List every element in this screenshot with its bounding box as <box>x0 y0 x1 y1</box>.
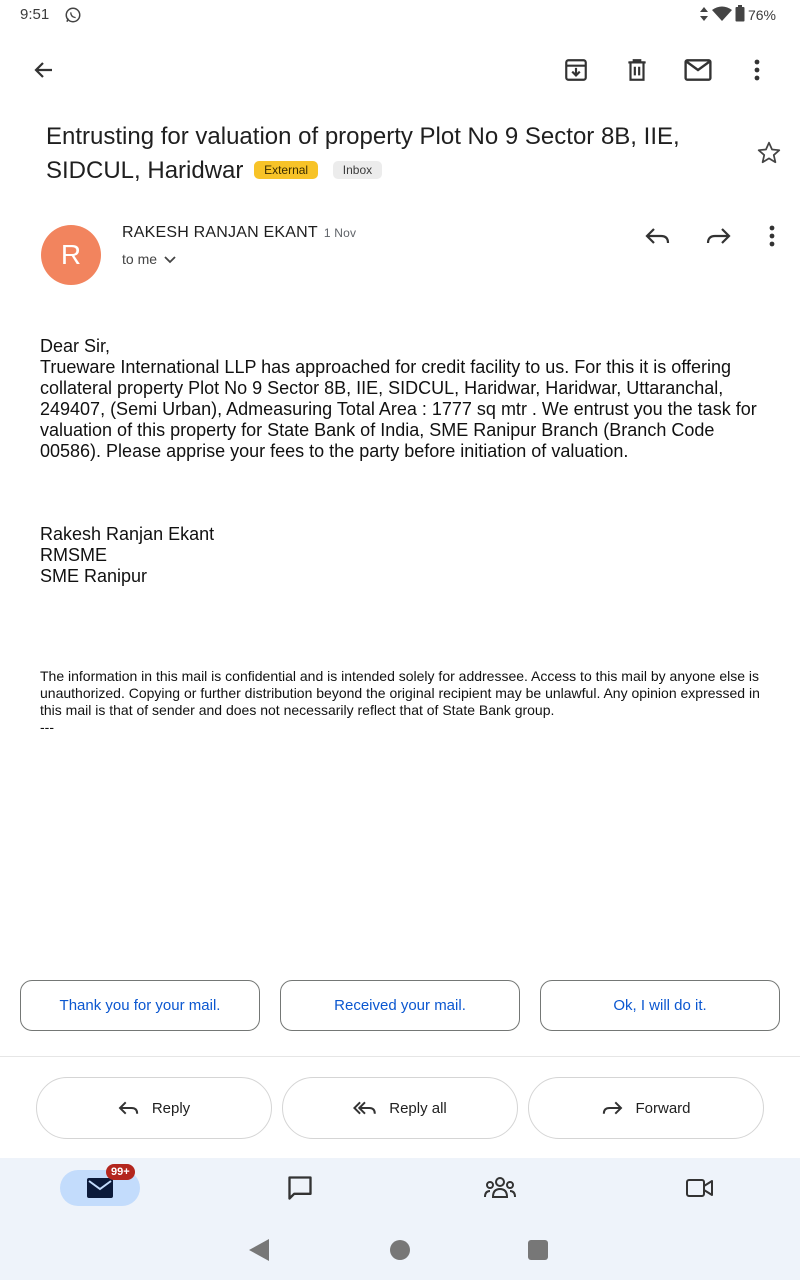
forward-label: Forward <box>635 1099 691 1117</box>
battery-icon <box>735 5 745 25</box>
delete-icon <box>624 57 650 83</box>
triangle-back-icon <box>248 1238 270 1262</box>
whatsapp-icon <box>64 6 84 26</box>
forward-icon <box>601 1099 623 1117</box>
reply-icon-button[interactable] <box>636 214 680 258</box>
status-bar <box>0 0 800 32</box>
system-recents-button[interactable] <box>526 1238 550 1262</box>
disclaimer-text: The information in this mail is confidential and is intended solely for addressee. Access to this mail by anyone else is unauthorized. Copying or further distribution beyond the original recipient may be unlawful. Any opinion expressed in this mail is that of sender and does not necessarily reflect that of State Bank group. <box>40 668 760 718</box>
battery-level: 76% <box>747 7 776 23</box>
delete-button[interactable] <box>615 48 659 92</box>
meet-icon <box>685 1176 715 1200</box>
signature-name: Rakesh Ranjan Ekant <box>40 524 215 544</box>
signature-title: RMSME <box>40 545 107 565</box>
nav-chat[interactable] <box>260 1170 340 1206</box>
sender-name: RAKESH RANJAN EKANT <box>122 224 318 241</box>
nav-mail[interactable] <box>60 1166 140 1206</box>
external-label: External <box>254 161 318 179</box>
signature <box>40 524 214 587</box>
nav-meet[interactable] <box>660 1170 740 1206</box>
reply-all-icon <box>353 1099 377 1117</box>
star-button[interactable] <box>748 132 790 174</box>
reply-all-label: Reply all <box>389 1099 447 1117</box>
more-vert-icon <box>769 225 775 247</box>
greeting: Dear Sir, <box>40 336 111 356</box>
inbox-label[interactable]: Inbox <box>333 161 382 179</box>
system-home-button[interactable] <box>388 1238 412 1262</box>
archive-button[interactable] <box>554 48 598 92</box>
reply-all-button[interactable] <box>282 1077 518 1139</box>
email-subject <box>46 120 736 188</box>
mail-badge: 99+ <box>106 1164 135 1180</box>
more-vert-icon <box>754 59 760 81</box>
message-more-button[interactable] <box>750 214 794 258</box>
back-button[interactable] <box>22 48 66 92</box>
disclaimer <box>40 668 765 736</box>
forward-icon-button[interactable] <box>696 214 740 258</box>
archive-icon <box>563 57 589 83</box>
sender-line <box>122 224 356 242</box>
more-options-button[interactable] <box>735 48 779 92</box>
email-body <box>40 336 765 462</box>
forward-icon <box>705 225 731 247</box>
forward-button[interactable] <box>528 1077 764 1139</box>
recipient-details-toggle[interactable] <box>122 251 177 267</box>
disclaimer-end: --- <box>40 719 54 735</box>
recipient-text: to me <box>122 251 158 267</box>
status-time: 9:51 <box>20 6 50 23</box>
bottom-navigation <box>0 1158 800 1218</box>
reply-icon <box>118 1099 140 1117</box>
smart-reply-1[interactable]: Thank you for your mail. <box>20 980 260 1031</box>
mail-icon <box>87 1178 113 1198</box>
reply-label: Reply <box>151 1099 191 1117</box>
sender-avatar[interactable]: R <box>41 225 101 285</box>
status-indicators <box>699 5 776 25</box>
data-arrows-icon <box>699 6 709 25</box>
chat-icon <box>286 1174 314 1202</box>
spaces-icon <box>484 1175 516 1201</box>
reply-button[interactable] <box>36 1077 272 1139</box>
signature-branch: SME Ranipur <box>40 566 148 586</box>
mark-unread-button[interactable] <box>676 48 720 92</box>
circle-home-icon <box>389 1239 411 1261</box>
smart-reply-2[interactable]: Received your mail. <box>280 980 520 1031</box>
nav-spaces[interactable] <box>460 1170 540 1206</box>
wifi-icon <box>712 6 732 25</box>
sent-date: 1 Nov <box>323 226 357 240</box>
reply-icon <box>645 225 671 247</box>
system-back-button[interactable] <box>247 1238 271 1262</box>
body-text: Trueware International LLP has approached for credit facility to us. For this it is offering collateral property Plot No 9 Sector 8B, IIE, SIDCUL, Haridwar, Haridwar, Uttaranchal, 249407, (Semi Urban), Admeasuring Total Area : 1777 sq mtr . We entrust you the task for valuation of this property for State Bank of India, SME Ranipur Branch (Branch Code 00586). Please apprise your fees to the party before initiation of valuation. <box>40 357 757 461</box>
chevron-down-icon <box>163 252 177 266</box>
back-arrow-icon <box>32 58 56 82</box>
toolbar <box>0 44 800 100</box>
mark-unread-icon <box>684 58 712 82</box>
subject-text: Entrusting for valuation of property Plot No 9 Sector 8B, IIE, SIDCUL, Haridwar <box>46 123 680 184</box>
smart-reply-3[interactable]: Ok, I will do it. <box>540 980 780 1031</box>
divider <box>0 1056 800 1057</box>
square-recents-icon <box>527 1239 549 1261</box>
system-navigation <box>0 1218 800 1280</box>
star-icon <box>756 140 782 166</box>
